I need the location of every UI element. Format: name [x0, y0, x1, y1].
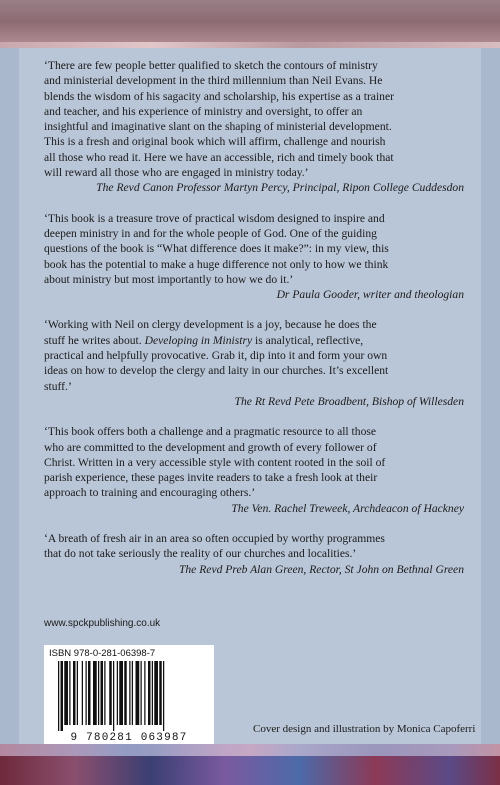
- barcode-bar: [64, 661, 68, 725]
- cover-credit: Cover design and illustration by Monica Capoferri: [253, 723, 476, 735]
- book-title: Developing in Ministry: [144, 333, 253, 347]
- barcode-bar: [144, 661, 145, 725]
- endorsement-attribution: The Revd Preb Alan Green, Rector, St John on Bethnal Green: [178, 562, 464, 576]
- barcode-bar: [101, 661, 104, 725]
- barcode-bar: [148, 661, 151, 725]
- barcode-digits: 9 780281 063987: [70, 732, 188, 744]
- barcode-bar: [124, 661, 127, 725]
- endorsement-text: ‘There are few people better qualified to sketch the contours of ministry and ministerial development in the third millennium than Neil Evans. He blends the wisdom of his sagacity and scholarship, his expertise as a trainer and teacher, and his experience of ministry and oversight, to offer an insightful and imaginative slant on the shaping of ministerial development. This is a fresh and original book which will affirm, challenge and nourish all those who read it. Here we have an accessible, rich and timely book that will reward all those who are engaged in ministry today.’: [44, 59, 394, 180]
- barcode-bar: [86, 661, 87, 725]
- endorsement-attribution: The Rt Revd Pete Broadbent, Bishop of Willesden: [234, 394, 464, 408]
- barcode-bar: [69, 661, 70, 725]
- endorsement-text: ‘This book offers both a challenge and a pragmatic resource to all those who are committed to the development and growth of every follower of Christ. Written in a very accessible style with content rooted in the soil of parish experience, these pages invite readers to take a fresh look at their approach to training and encouraging others.’: [44, 425, 386, 500]
- endorsement-attribution: The Ven. Rachel Treweek, Archdeacon of Hackney: [231, 501, 464, 515]
- barcode-bar: [109, 661, 112, 725]
- bottom-decorative-band: [0, 744, 500, 785]
- barcode-bar: [152, 661, 153, 725]
- barcode-bar: [98, 661, 99, 725]
- endorsement-green: [44, 531, 464, 577]
- barcode-bar: [159, 661, 162, 725]
- barcode-bar: [129, 661, 130, 725]
- barcode-bar: [93, 661, 97, 725]
- barcode-bar: [113, 661, 114, 731]
- endorsement-text: ‘Working with Neil on clergy development is a joy, because he does the stuff he writes about. Developing in Ministry is analytical, reflective, practical and helpfully provocative. Grab it, dip into it and form your own ideas on how to develop the clergy and laity in our churches. It’s excellent stuff.’: [44, 318, 389, 393]
- endorsement-attribution: Dr Paula Gooder, writer and theologian: [276, 288, 464, 302]
- endorsement-gooder: [44, 211, 464, 303]
- endorsement-percy: [44, 58, 464, 196]
- publisher-website: www.spckpublishing.co.uk: [44, 618, 161, 629]
- endorsement-text: ‘A breath of fresh air in an area so often occupied by worthy programmes that do not take seriously the reality of our churches and localities.’: [44, 532, 385, 561]
- endorsement-broadbent: [44, 317, 464, 409]
- barcode-bar: [119, 661, 123, 725]
- barcode-bar: [73, 661, 76, 725]
- isbn-barcode: [44, 645, 214, 745]
- isbn-number: ISBN 978-0-281-06398-7: [49, 648, 156, 659]
- top-decorative-band: [0, 0, 500, 48]
- barcode-bar: [154, 661, 158, 725]
- barcode-bar: [117, 661, 118, 725]
- barcode-bar: [104, 661, 105, 725]
- endorsement-treweek: [44, 424, 464, 516]
- barcode-bar: [82, 661, 83, 725]
- barcode-bar: [77, 661, 78, 725]
- barcode-bar: [58, 661, 59, 731]
- barcode-bar: [141, 661, 142, 725]
- barcode-bar: [163, 661, 164, 731]
- endorsement-attribution: The Revd Canon Professor Martyn Percy, Principal, Ripon College Cuddesdon: [96, 181, 464, 195]
- barcode-bar: [61, 661, 64, 731]
- endorsements: [44, 58, 464, 592]
- endorsement-text: ‘This book is a treasure trove of practical wisdom designed to inspire and deepen ministry in and for the whole people of God. One of the guiding questions of the book is “What difference does it make?”: in my view, this book has the potential to make a huge difference not only to how we think about ministry but most importantly to how we do it.’: [44, 211, 389, 286]
- barcode-bar: [88, 661, 91, 725]
- barcode-bars: [58, 661, 208, 731]
- barcode-bar: [132, 661, 133, 725]
- barcode-bar: [136, 661, 140, 725]
